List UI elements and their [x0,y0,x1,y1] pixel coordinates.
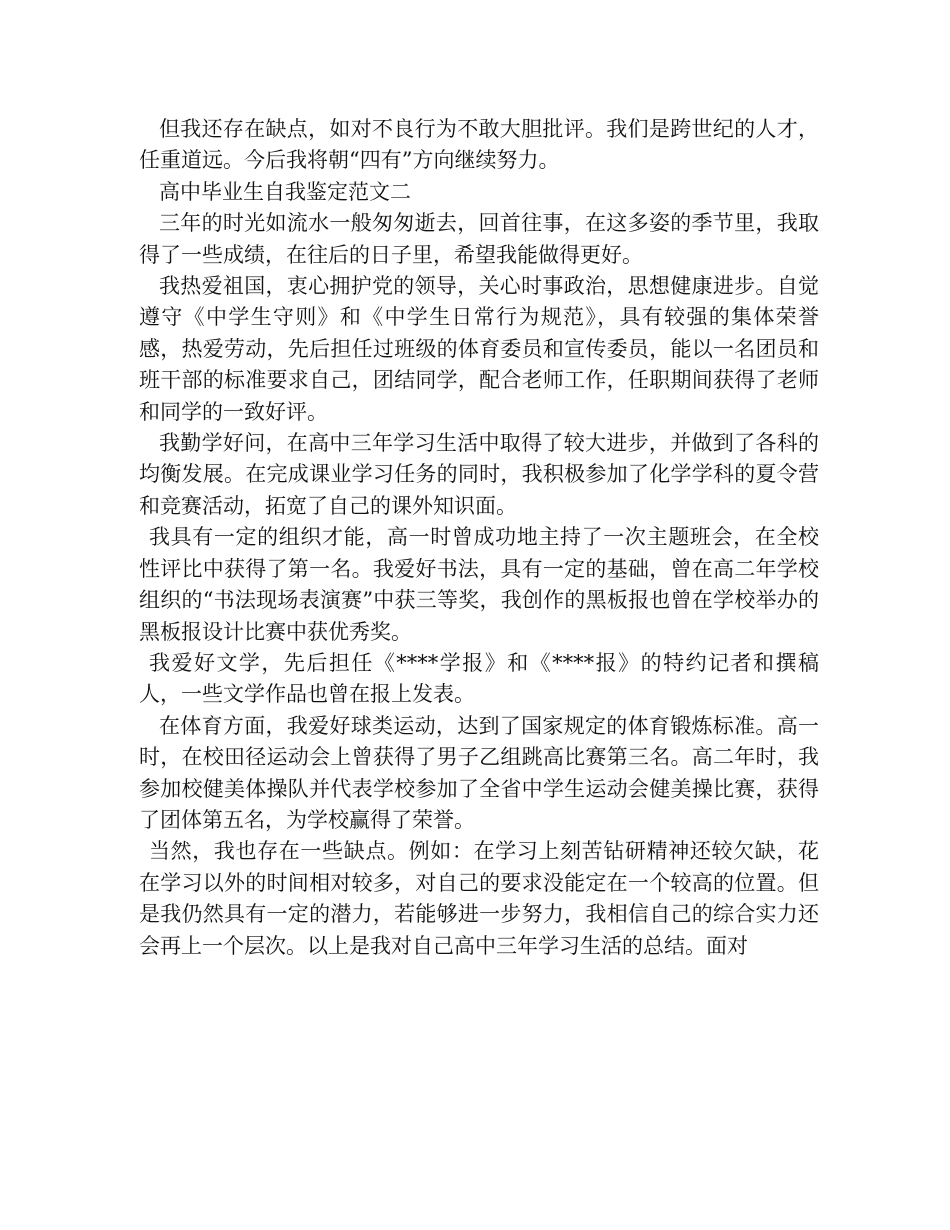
paragraph-weaknesses: 当然，我也存在一些缺点。例如：在学习上刻苦钻研精神还较欠缺，花在学习以外的时间相对较多，对自己的要求没能定在一个较高的位置。但是我仍然具有一定的潜力，若能够进一步努力，我相信自己的综合实力还会再上一个层次。以上是我对自己高中三年学习生活的总结。面对 [139,839,819,958]
paragraph-study: 我勤学好问，在高中三年学习生活中取得了较大进步，并做到了各科的均衡发展。在完成课业学习任务的同时，我积极参加了化学学科的夏令营和竞赛活动，拓宽了自己的课外知识面。 [139,431,819,518]
paragraph-sports: 在体育方面，我爱好球类运动，达到了国家规定的体育锻炼标准。高一时，在校田径运动会上曾获得了男子乙组跳高比赛第三名。高二年时，我参加校健美体操队并代表学校参加了全省中学生运动会健美操比赛，获得了团体第五名，为学校赢得了荣誉。 [139,713,819,832]
paragraph-three-years: 三年的时光如流水一般匆匆逝去，回首往事，在这多姿的季节里，我取得了一些成绩，在往后的日子里，希望我能做得更好。 [139,211,819,267]
paragraph-shortcomings: 但我还存在缺点，如对不良行为不敢大胆批评。我们是跨世纪的人才，任重道远。今后我将朝“四有”方向继续努力。 [139,117,819,173]
paragraph-organization: 我具有一定的组织才能，高一时曾成功地主持了一次主题班会，在全校性评比中获得了第一名。我爱好书法，具有一定的基础，曾在高二年学校组织的“书法现场表演赛”中获三等奖，我创作的黑板报也曾在学校举办的黑板报设计比赛中获优秀奖。 [139,525,819,644]
document-body [139,114,819,962]
paragraph-literature: 我爱好文学，先后担任《****学报》和《****报》的特约记者和撰稿人，一些文学作品也曾在报上发表。 [139,650,819,707]
section-heading: 高中毕业生自我鉴定范文二 [159,179,411,204]
paragraph-patriotism: 我热爱祖国，衷心拥护党的领导，关心时事政治，思想健康进步。自觉遵守《中学生守则》和《中学生日常行为规范》，具有较强的集体荣誉感，热爱劳动，先后担任过班级的体育委员和宣传委员，能以一名团员和班干部的标准要求自己，团结同学，配合老师工作，任职期间获得了老师和同学的一致好评。 [139,274,819,424]
